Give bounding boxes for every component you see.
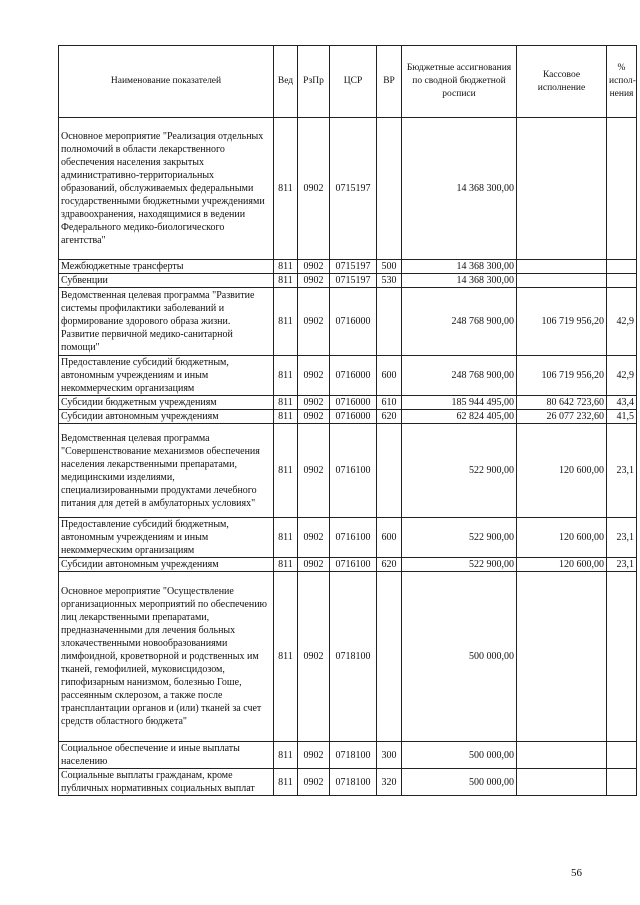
row-percent	[607, 260, 637, 274]
row-csr: 0716000	[330, 396, 377, 410]
row-assignments: 14 368 300,00	[402, 260, 517, 274]
row-cash: 26 077 232,60	[517, 410, 607, 424]
row-rzpr: 0902	[298, 518, 330, 558]
row-ved: 811	[274, 118, 298, 260]
row-rzpr: 0902	[298, 118, 330, 260]
row-vr: 620	[377, 558, 402, 572]
row-assignments: 185 944 495,00	[402, 396, 517, 410]
row-assignments: 14 368 300,00	[402, 274, 517, 288]
row-rzpr: 0902	[298, 288, 330, 356]
row-csr: 0718100	[330, 769, 377, 796]
row-name: Предоставление субсидий бюджетным, автономным учреждениям и иным некоммерческим организациям	[59, 356, 274, 396]
col-header-cash: Кассовое исполнение	[517, 46, 607, 118]
row-assignments: 522 900,00	[402, 424, 517, 518]
row-ved: 811	[274, 274, 298, 288]
row-rzpr: 0902	[298, 396, 330, 410]
row-vr	[377, 118, 402, 260]
row-csr: 0715197	[330, 260, 377, 274]
table-row	[59, 260, 637, 274]
table-header-row	[59, 46, 637, 118]
row-csr: 0716100	[330, 558, 377, 572]
row-assignments: 500 000,00	[402, 742, 517, 769]
row-csr: 0716100	[330, 424, 377, 518]
table-row	[59, 356, 637, 396]
row-cash: 120 600,00	[517, 518, 607, 558]
row-ved: 811	[274, 769, 298, 796]
row-name: Субсидии автономным учреждениям	[59, 558, 274, 572]
row-cash	[517, 260, 607, 274]
row-cash	[517, 769, 607, 796]
row-csr: 0716100	[330, 518, 377, 558]
row-vr	[377, 288, 402, 356]
row-csr: 0716000	[330, 356, 377, 396]
col-header-assignments: Бюджетные ассигнования по сводной бюджетной росписи	[402, 46, 517, 118]
row-ved: 811	[274, 558, 298, 572]
row-name: Субсидии автономным учреждениям	[59, 410, 274, 424]
row-ved: 811	[274, 572, 298, 742]
table-row	[59, 396, 637, 410]
row-name: Субвенции	[59, 274, 274, 288]
row-name: Социальные выплаты гражданам, кроме публичных нормативных социальных выплат	[59, 769, 274, 796]
table-row	[59, 558, 637, 572]
row-rzpr: 0902	[298, 572, 330, 742]
row-rzpr: 0902	[298, 260, 330, 274]
row-vr: 300	[377, 742, 402, 769]
row-assignments: 500 000,00	[402, 572, 517, 742]
row-vr: 620	[377, 410, 402, 424]
row-name: Предоставление субсидий бюджетным, автономным учреждениям и иным некоммерческим организациям	[59, 518, 274, 558]
row-vr	[377, 572, 402, 742]
row-cash	[517, 118, 607, 260]
row-assignments: 62 824 405,00	[402, 410, 517, 424]
col-header-name: Наименование показателей	[59, 46, 274, 118]
row-name: Социальное обеспечение и иные выплаты населению	[59, 742, 274, 769]
row-vr: 600	[377, 518, 402, 558]
row-name: Ведомственная целевая программа "Развитие системы профилактики заболеваний и формирование здорового образа жизни. Развитие первичной медико-санитарной помощи"	[59, 288, 274, 356]
row-vr: 500	[377, 260, 402, 274]
row-rzpr: 0902	[298, 424, 330, 518]
row-cash: 120 600,00	[517, 424, 607, 518]
table-body	[59, 118, 637, 796]
row-csr: 0718100	[330, 572, 377, 742]
row-percent: 41,5	[607, 410, 637, 424]
row-ved: 811	[274, 396, 298, 410]
row-rzpr: 0902	[298, 769, 330, 796]
row-name: Межбюджетные трансферты	[59, 260, 274, 274]
row-percent: 23,1	[607, 518, 637, 558]
row-assignments: 14 368 300,00	[402, 118, 517, 260]
row-csr: 0715197	[330, 118, 377, 260]
row-csr: 0716000	[330, 410, 377, 424]
table-row	[59, 742, 637, 769]
table-row	[59, 410, 637, 424]
row-rzpr: 0902	[298, 274, 330, 288]
row-percent	[607, 118, 637, 260]
row-ved: 811	[274, 356, 298, 396]
row-assignments: 522 900,00	[402, 558, 517, 572]
table-row	[59, 274, 637, 288]
row-vr: 600	[377, 356, 402, 396]
row-percent	[607, 572, 637, 742]
col-header-ved: Вед	[274, 46, 298, 118]
row-rzpr: 0902	[298, 742, 330, 769]
page-number: 56	[571, 867, 582, 879]
table-row	[59, 518, 637, 558]
row-assignments: 248 768 900,00	[402, 288, 517, 356]
budget-table	[58, 45, 637, 796]
row-csr: 0716000	[330, 288, 377, 356]
table-row	[59, 288, 637, 356]
row-vr: 610	[377, 396, 402, 410]
row-percent: 42,9	[607, 356, 637, 396]
row-assignments: 500 000,00	[402, 769, 517, 796]
row-percent	[607, 769, 637, 796]
row-cash: 120 600,00	[517, 558, 607, 572]
row-csr: 0718100	[330, 742, 377, 769]
row-assignments: 248 768 900,00	[402, 356, 517, 396]
row-cash: 106 719 956,20	[517, 288, 607, 356]
row-ved: 811	[274, 424, 298, 518]
row-rzpr: 0902	[298, 558, 330, 572]
col-header-csr: ЦСР	[330, 46, 377, 118]
row-rzpr: 0902	[298, 410, 330, 424]
row-assignments: 522 900,00	[402, 518, 517, 558]
row-percent: 23,1	[607, 558, 637, 572]
row-cash	[517, 572, 607, 742]
table-row	[59, 769, 637, 796]
row-vr: 320	[377, 769, 402, 796]
col-header-vr: ВР	[377, 46, 402, 118]
row-cash: 80 642 723,60	[517, 396, 607, 410]
col-header-percent: % испол-нения	[607, 46, 637, 118]
row-name: Субсидии бюджетным учреждениям	[59, 396, 274, 410]
row-ved: 811	[274, 742, 298, 769]
row-percent: 23,1	[607, 424, 637, 518]
row-name: Ведомственная целевая программа "Совершенствование механизмов обеспечения населения лекарственными препаратами, медицинскими изделиями, специализированными продуктами лечебного питания для детей в амбулаторных условиях"	[59, 424, 274, 518]
row-cash: 106 719 956,20	[517, 356, 607, 396]
row-percent: 42,9	[607, 288, 637, 356]
row-vr: 530	[377, 274, 402, 288]
row-percent	[607, 274, 637, 288]
row-rzpr: 0902	[298, 356, 330, 396]
row-ved: 811	[274, 288, 298, 356]
table-row	[59, 424, 637, 518]
row-percent	[607, 742, 637, 769]
row-name: Основное мероприятие "Осуществление организационных мероприятий по обеспечению лиц лекарственными препаратами, предназначенными для лечения больных злокачественными новообразованиями лимфоидной, кроветворной и родственных им тканей, гемофилией, муковисцидозом, гипофизарным нанизмом, болезнью Гоше, рассеянным склерозом, а также после трансплантации органов и (или) тканей за счет средств областного бюджета"	[59, 572, 274, 742]
row-percent: 43,4	[607, 396, 637, 410]
col-header-rzpr: РзПр	[298, 46, 330, 118]
table-row	[59, 572, 637, 742]
row-vr	[377, 424, 402, 518]
row-cash	[517, 274, 607, 288]
table-row	[59, 118, 637, 260]
row-name: Основное мероприятие "Реализация отдельных полномочий в области лекарственного обеспечения населения закрытых административно-территориальных образований, обслуживаемых федеральными государственными бюджетными учреждениями здравоохранения, находящимися в ведении Федерального медико-биологического агентства"	[59, 118, 274, 260]
row-ved: 811	[274, 410, 298, 424]
row-ved: 811	[274, 518, 298, 558]
row-csr: 0715197	[330, 274, 377, 288]
row-cash	[517, 742, 607, 769]
row-ved: 811	[274, 260, 298, 274]
